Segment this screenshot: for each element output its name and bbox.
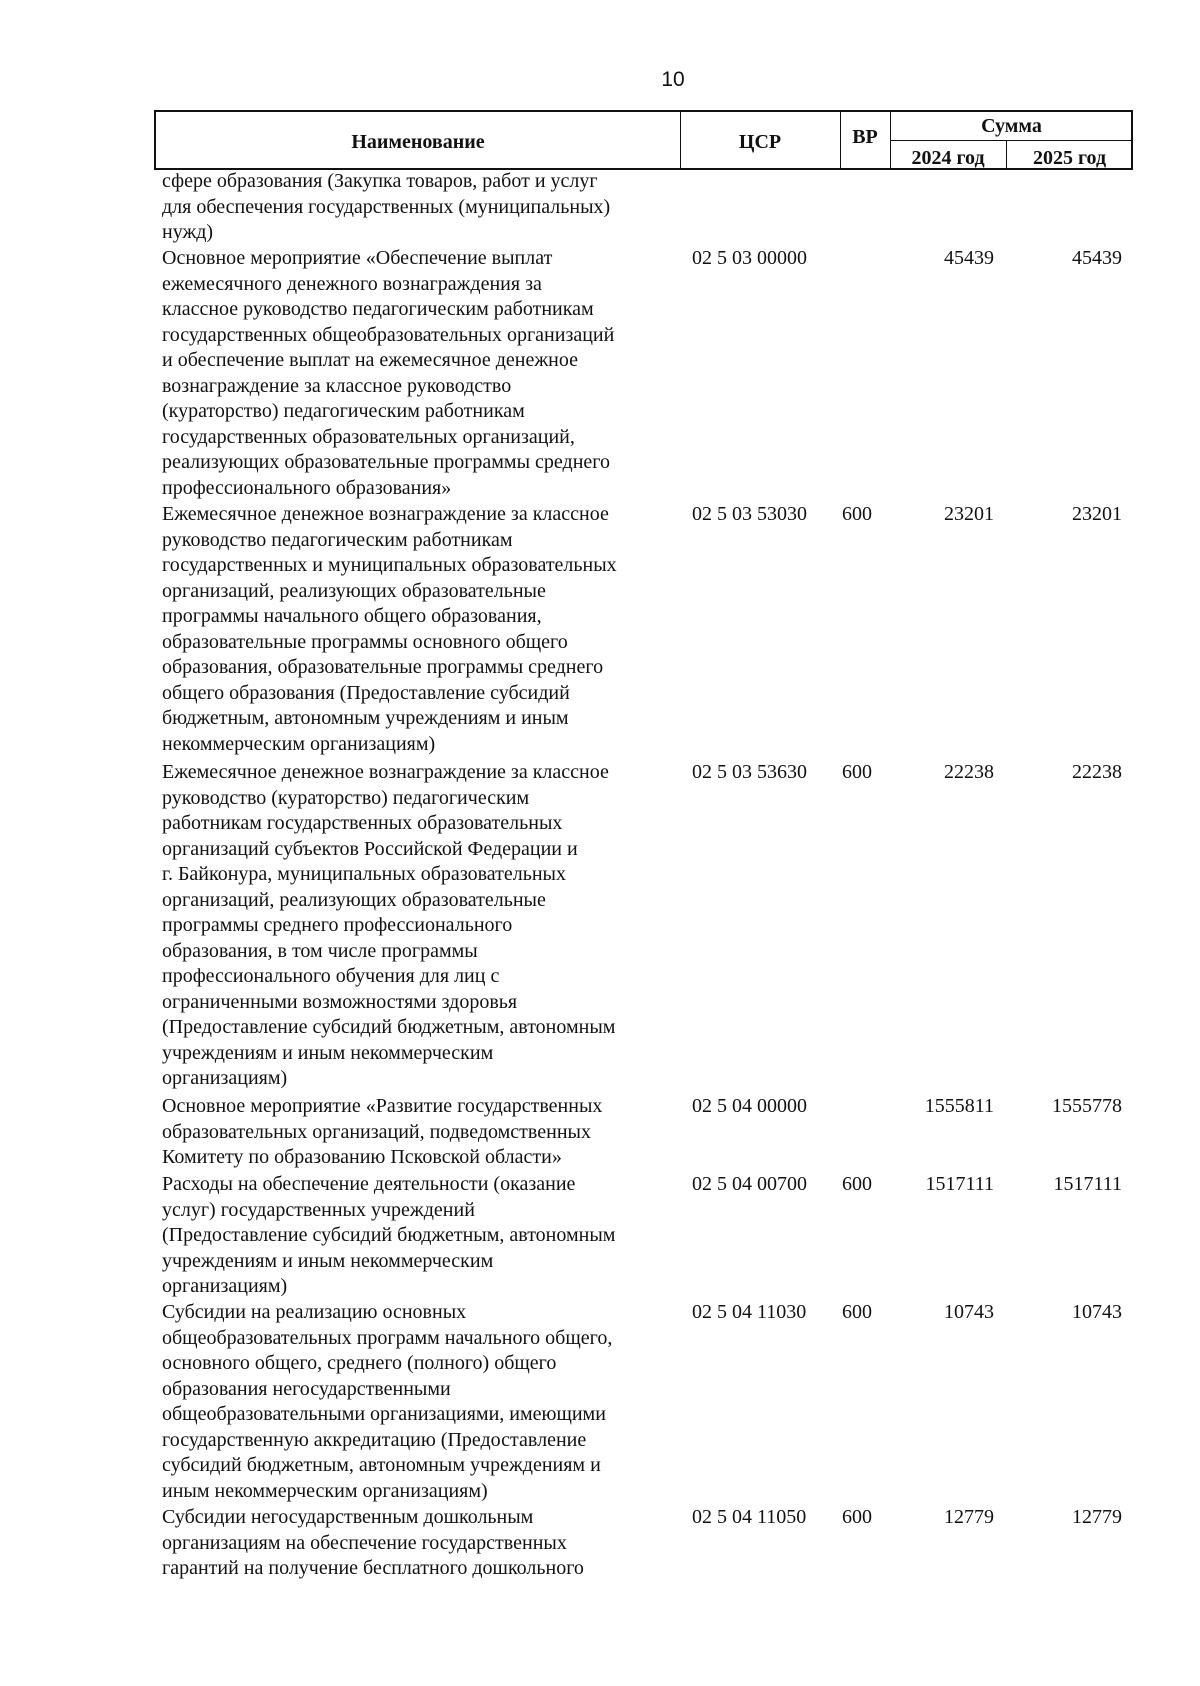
row-sum-2025: 1517111 [1053,1173,1122,1195]
header-divider-sum [890,140,1131,141]
row-csr: 02 5 03 53630 [692,761,807,783]
row-csr: 02 5 03 53030 [692,503,807,525]
row-csr: 02 5 04 11050 [692,1506,807,1528]
row-vr: 600 [842,1173,872,1195]
row-sum-2025: 23201 [1072,503,1122,525]
header-year-2024: 2024 год [911,147,985,169]
row-sum-2025: 22238 [1072,761,1122,783]
row-sum-2024: 1517111 [925,1173,994,1195]
row-vr: 600 [842,761,872,783]
row-name: Субсидии негосударственным дошкольным организациям на обеспечение государственных гарантий на получение бесплатного дошкольного [162,1506,584,1579]
row-sum-2025: 12779 [1072,1506,1122,1528]
header-csr: ЦСР [738,131,782,153]
row-sum-2024: 1555811 [924,1095,994,1117]
row-sum-2024: 12779 [944,1506,994,1528]
row-vr: 600 [842,503,872,525]
row-csr: 02 5 04 00700 [692,1173,807,1195]
row-vr: 600 [842,1301,872,1323]
header-year-2025: 2025 год [1032,147,1107,169]
row-sum-2024: 23201 [944,503,994,525]
row-sum-2025: 10743 [1072,1301,1122,1323]
row-csr: 02 5 03 00000 [692,247,807,269]
row-name: Ежемесячное денежное вознаграждение за классное руководство (кураторство) педагогическим работникам государственных образовательных организаций субъектов Российской Федерации и г. Байконура, муниципальных образовательных организаций, реализующих образовательные программы среднего профессионального образования, в том числе программы профессионального обучения для лиц с ограниченными возможностями здоровья (Предоставление субсидий бюджетным, автономным учреждениям и иным некоммерческим организациям) [162,761,616,1089]
row-name: Ежемесячное денежное вознаграждение за классное руководство педагогическим работникам государственных и муниципальных образовательных организаций, реализующих образовательные программы начального общего образования, образовательные программы основного общего образования, образовательные программы среднего общего образования (Предоставление субсидий бюджетным, автономным учреждениям и иным некоммерческим организациям) [162,503,617,755]
row-name: сфере образования (Закупка товаров, работ и услуг для обеспечения государственных (муниципальных) нужд) [162,170,611,243]
header-name: Наименование [351,131,485,153]
row-sum-2024: 45439 [944,247,994,269]
row-csr: 02 5 04 11030 [692,1301,807,1323]
row-name: Основное мероприятие «Обеспечение выплат ежемесячного денежного вознаграждения за классное руководство педагогическим работникам государственных общеобразовательных организаций и обеспечение выплат на ежемесячное денежное вознаграждение за классное руководство (кураторство) педагогическим работникам государственных образовательных организаций, реализующих образовательные программы среднего профессионального образования» [162,247,615,499]
row-sum-2025: 45439 [1072,247,1122,269]
table-header [154,110,1133,170]
row-sum-2024: 10743 [944,1301,994,1323]
row-vr: 600 [842,1506,872,1528]
page-number: 10 [661,68,685,91]
row-name: Основное мероприятие «Развитие государственных образовательных организаций, подведомственных Комитету по образованию Псковской области» [162,1095,603,1168]
row-name: Субсидии на реализацию основных общеобразовательных программ начального общего, основного общего, среднего (полного) общего образования негосударственными общеобразовательными организациями, имеющими государственную аккредитацию (Предоставление субсидий бюджетным, автономным учреждениям и иным некоммерческим организациям) [162,1301,613,1502]
header-sum: Сумма [981,115,1042,137]
row-csr: 02 5 04 00000 [692,1095,807,1117]
header-vr: ВР [852,126,878,148]
row-sum-2024: 22238 [944,761,994,783]
row-sum-2025: 1555778 [1052,1095,1122,1117]
row-name: Расходы на обеспечение деятельности (оказание услуг) государственных учреждений (Предоставление субсидий бюджетным, автономным учреждениям и иным некоммерческим организациям) [162,1173,616,1297]
